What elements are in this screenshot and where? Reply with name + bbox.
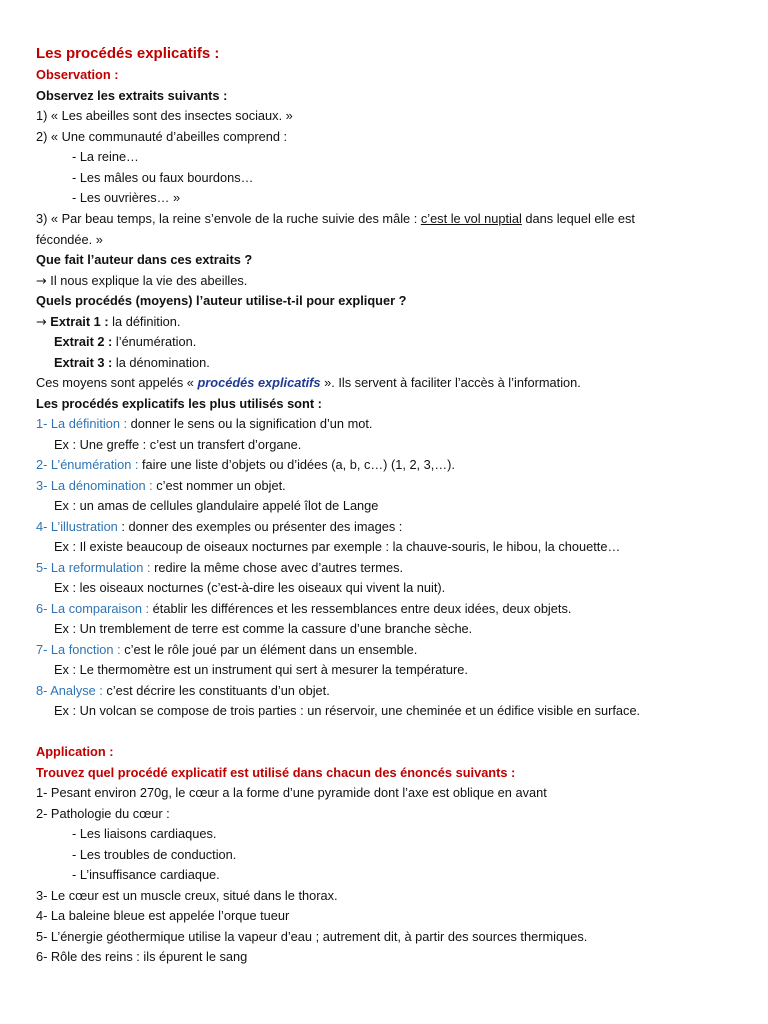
extract-2: 2) « Une communauté d’abeilles comprend : xyxy=(36,129,288,144)
extrait-label: Extrait 1 : xyxy=(50,314,109,329)
extrait-text: la dénomination. xyxy=(112,355,210,370)
answer-1-text: Il nous explique la vie des abeilles. xyxy=(46,273,248,288)
observation-heading: Observation : xyxy=(36,67,119,82)
procede-definition: donner le sens ou la signification d’un mot. xyxy=(127,416,373,431)
procede-definition: redire la même chose avec d’autres termes. xyxy=(150,560,404,575)
application-item: 5- L’énergie géothermique utilise la vapeur d’eau ; autrement dit, à partir des sources thermiques. xyxy=(36,929,588,944)
extrait-line xyxy=(36,314,180,331)
moyens-sentence xyxy=(36,375,581,391)
procede-label: 1- La définition : xyxy=(36,416,128,431)
extract-3 xyxy=(36,211,635,227)
procede-label: 3- La dénomination : xyxy=(36,478,153,493)
moyens-pre: Ces moyens sont appelés « xyxy=(36,375,198,390)
application-item: 2- Pathologie du cœur : xyxy=(36,806,170,821)
procede-item xyxy=(36,642,417,658)
procede-item xyxy=(36,478,286,494)
extract-3-pre: 3) « Par beau temps, la reine s’envole de la ruche suivie des mâle : xyxy=(36,211,421,226)
procede-example: Ex : Une greffe : c’est un transfert d’organe. xyxy=(54,437,302,452)
extrait-label: Extrait 2 : xyxy=(54,334,113,349)
extrait-line xyxy=(54,334,196,350)
procede-label: 6- La comparaison : xyxy=(36,601,150,616)
question-2: Quels procédés (moyens) l’auteur utilise-t-il pour expliquer ? xyxy=(36,293,407,308)
procede-example: Ex : un amas de cellules glandulaire appelé îlot de Lange xyxy=(54,498,379,513)
moyens-term: procédés explicatifs xyxy=(197,375,321,390)
procede-item xyxy=(36,457,455,473)
extract-2-item: - Les mâles ou faux bourdons… xyxy=(72,170,254,185)
extrait-text: la définition. xyxy=(108,314,181,329)
extract-3-underlined: c’est le vol nuptial xyxy=(420,211,522,226)
procede-label: 2- L’énumération : xyxy=(36,457,139,472)
extrait-line xyxy=(54,355,210,371)
extract-2-item: - Les ouvrières… » xyxy=(72,190,181,205)
extract-3-continued: fécondée. » xyxy=(36,232,103,247)
procede-item xyxy=(36,416,372,432)
procede-label: 8- Analyse : xyxy=(36,683,103,698)
procede-item xyxy=(36,519,402,535)
procede-definition: c’est le rôle joué par un élément dans un ensemble. xyxy=(120,642,418,657)
procede-definition: établir les différences et les ressemblances entre deux idées, deux objets. xyxy=(149,601,572,616)
extract-3-post: dans lequel elle est xyxy=(521,211,635,226)
answer-1 xyxy=(36,273,247,290)
extract-1: 1) « Les abeilles sont des insectes sociaux. » xyxy=(36,108,293,123)
procede-example: Ex : Le thermomètre est un instrument qui sert à mesurer la température. xyxy=(54,662,468,677)
procede-item xyxy=(36,601,571,617)
application-item: 4- La baleine bleue est appelée l’orque tueur xyxy=(36,908,290,923)
application-heading: Application : xyxy=(36,744,114,759)
procede-label: 7- La fonction : xyxy=(36,642,121,657)
procede-example: Ex : les oiseaux nocturnes (c’est-à-dire les oiseaux qui vivent la nuit). xyxy=(54,580,446,595)
application-subitem: - Les liaisons cardiaques. xyxy=(72,826,217,841)
procede-item xyxy=(36,683,330,699)
procede-definition: c’est nommer un objet. xyxy=(152,478,286,493)
application-subitem: - L’insuffisance cardiaque. xyxy=(72,867,220,882)
procede-definition: : donner des exemples ou présenter des images : xyxy=(117,519,403,534)
procede-label: 4- L’illustration xyxy=(36,519,118,534)
procede-definition: faire une liste d’objets ou d’idées (a, b, c…) (1, 2, 3,…). xyxy=(138,457,455,472)
page-title: Les procédés explicatifs : xyxy=(36,45,220,62)
question-1: Que fait l’auteur dans ces extraits ? xyxy=(36,252,253,267)
procede-definition: c’est décrire les constituants d’un objet. xyxy=(102,683,330,698)
procede-example: Ex : Un volcan se compose de trois parties : un réservoir, une cheminée et un édifice visible en surface. xyxy=(54,703,641,718)
moyens-post: ». Ils servent à faciliter l’accès à l’information. xyxy=(320,375,581,390)
procede-item xyxy=(36,560,403,576)
application-item: 6- Rôle des reins : ils épurent le sang xyxy=(36,949,248,964)
application-item: 3- Le cœur est un muscle creux, situé dans le thorax. xyxy=(36,888,338,903)
application-prompt: Trouvez quel procédé explicatif est utilisé dans chacun des énoncés suivants : xyxy=(36,765,516,780)
procede-example: Ex : Un tremblement de terre est comme la cassure d’une branche sèche. xyxy=(54,621,473,636)
extrait-text: l’énumération. xyxy=(112,334,197,349)
arrow-right-icon: → xyxy=(36,274,47,289)
procede-example: Ex : Il existe beaucoup de oiseaux nocturnes par exemple : la chauve-souris, le hibou, la chouette… xyxy=(54,539,621,554)
arrow-right-icon: → xyxy=(36,315,47,330)
application-item: 1- Pesant environ 270g, le cœur a la forme d’une pyramide dont l’axe est oblique en avant xyxy=(36,785,547,800)
application-subitem: - Les troubles de conduction. xyxy=(72,847,237,862)
list-heading: Les procédés explicatifs les plus utilisés sont : xyxy=(36,396,322,411)
extrait-label: Extrait 3 : xyxy=(54,355,113,370)
procede-label: 5- La reformulation : xyxy=(36,560,151,575)
extract-2-item: - La reine… xyxy=(72,149,139,164)
observe-prompt: Observez les extraits suivants : xyxy=(36,88,228,103)
